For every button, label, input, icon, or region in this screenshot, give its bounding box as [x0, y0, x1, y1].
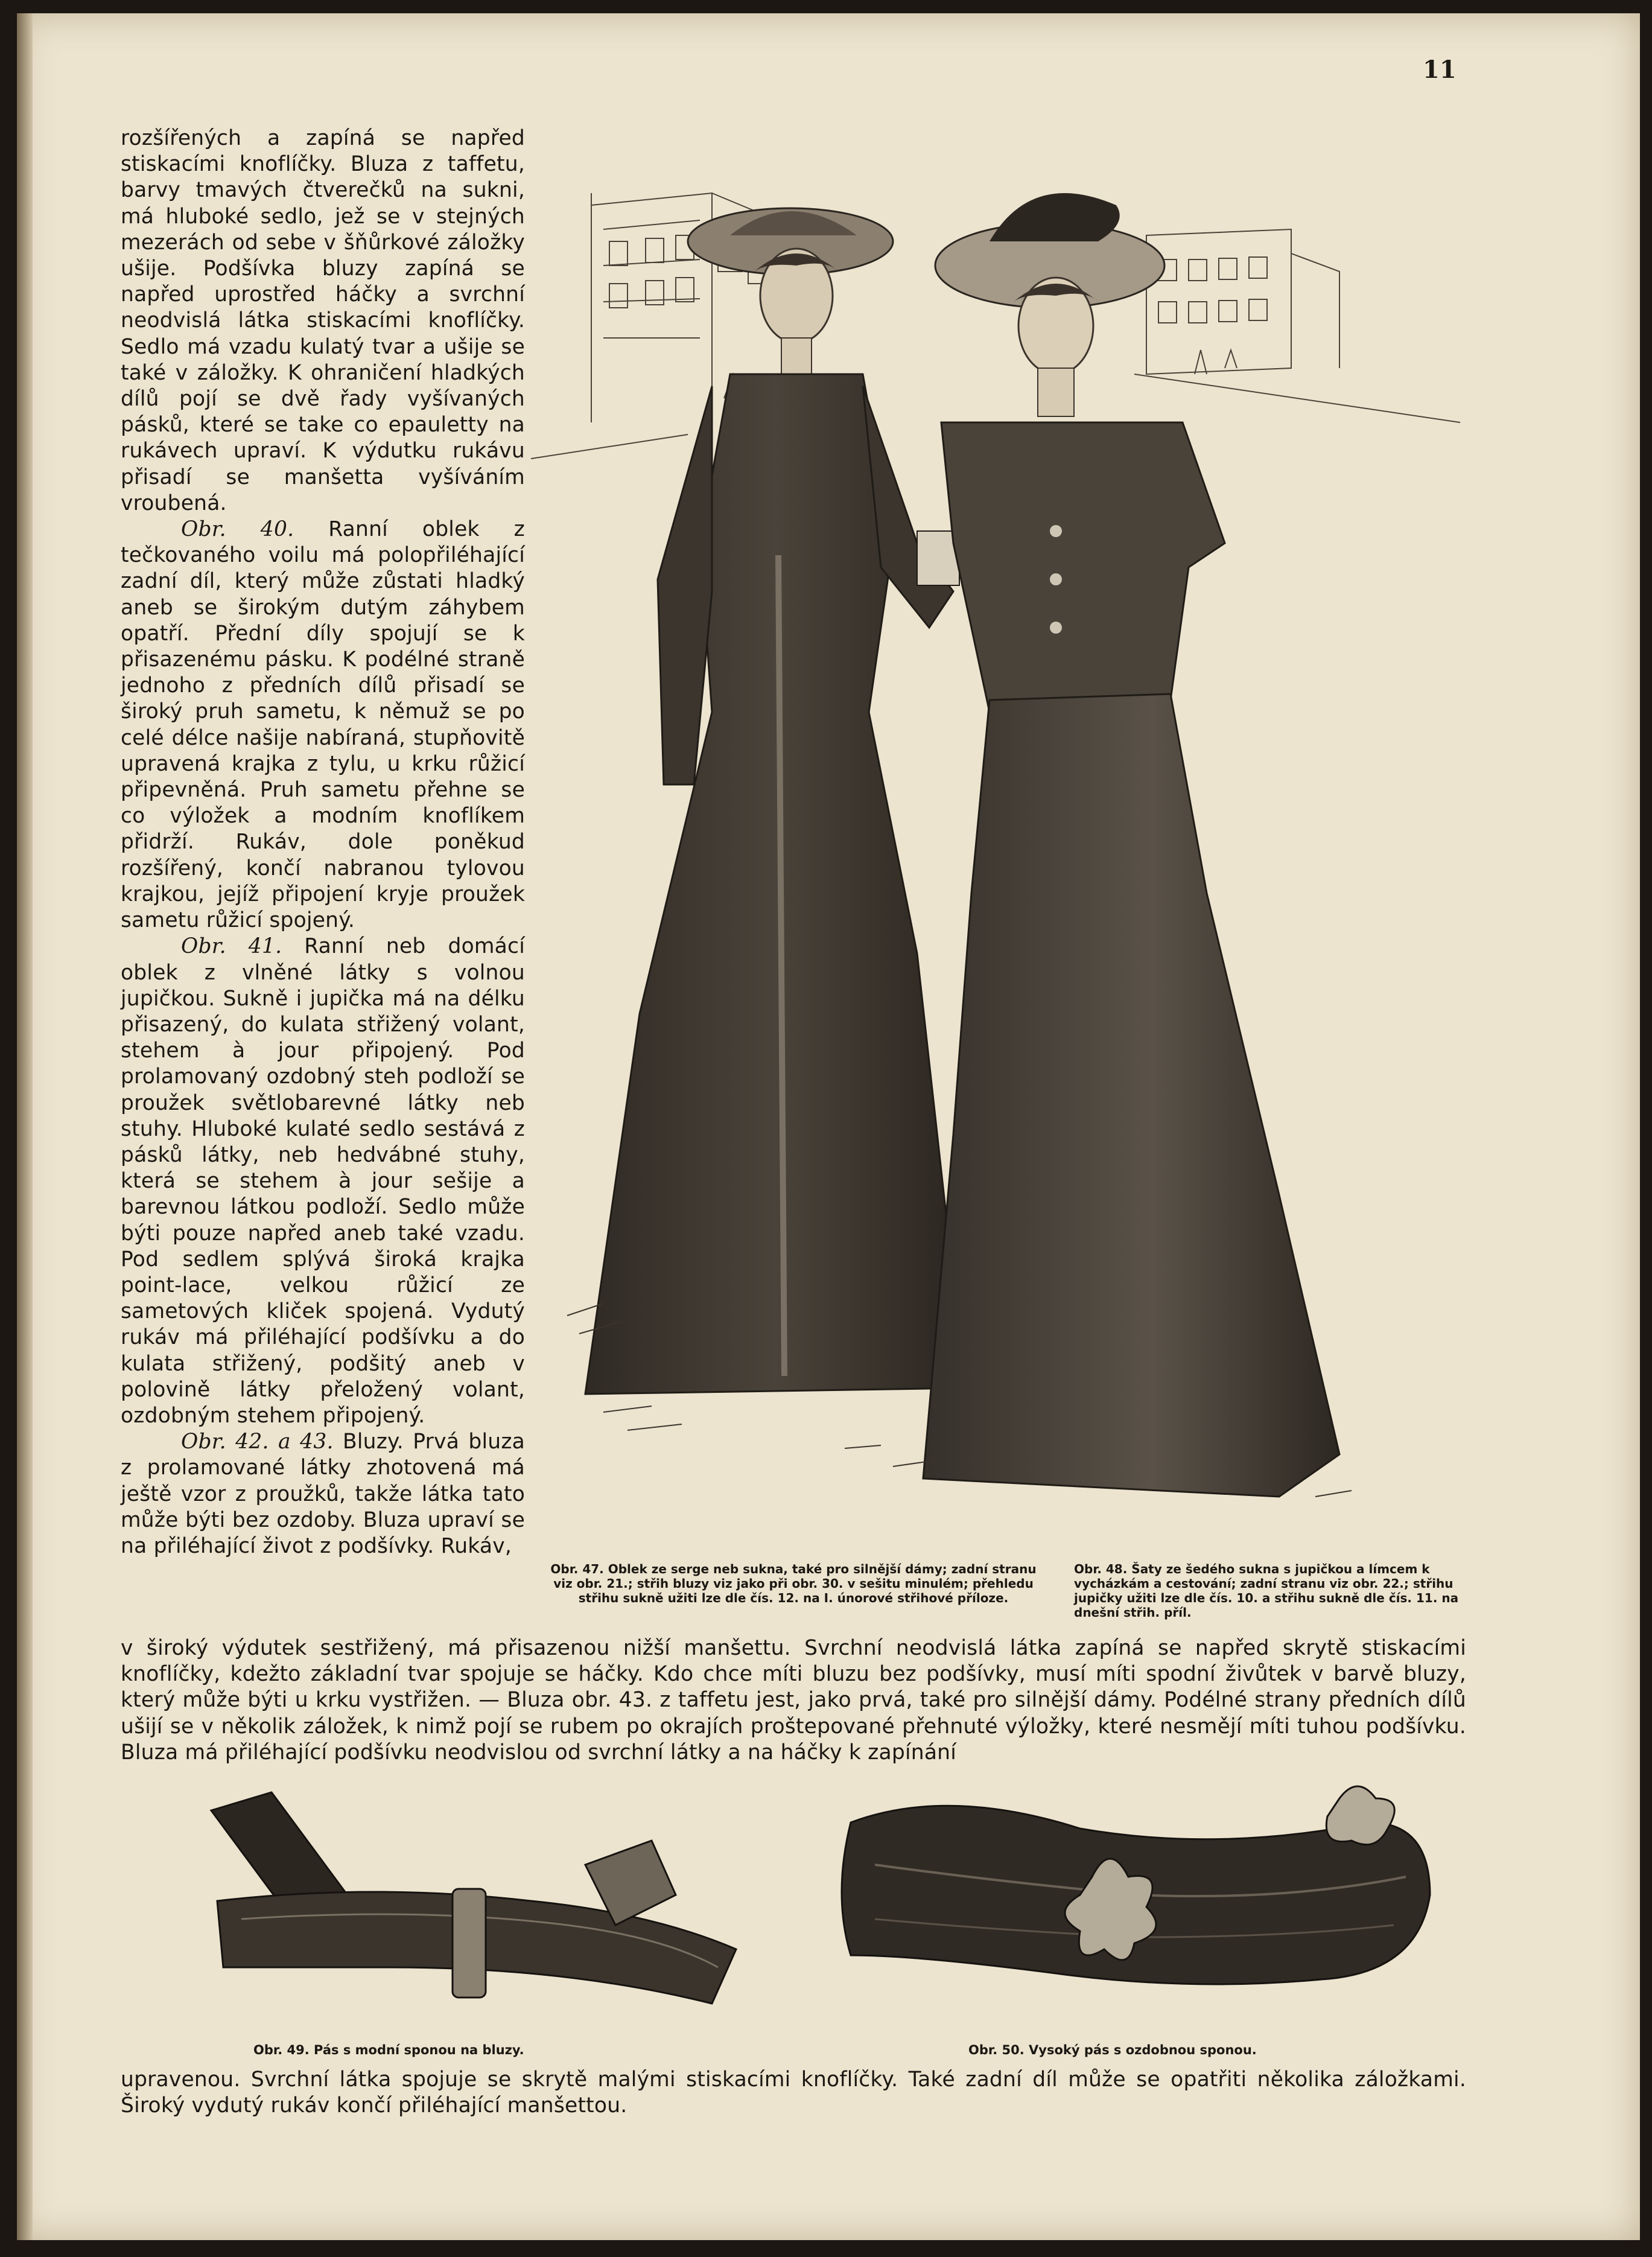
caption-obr-48: Obr. 48. Šaty ze šedého sukna s jupičkou a límcem k vycházkám a cestování; zadní stranu viz obr. 22.; střihu jupičky užiti lze dle čís. 10. a střihu sukně dle čís. 11. na dnešní střih. příl. — [1074, 1562, 1459, 1620]
figure-ref-41: Obr. 41. — [181, 934, 282, 959]
left-text-column — [121, 126, 525, 1559]
belt-illustration-obr-49 — [193, 1786, 772, 2016]
paragraph-obr-41 — [121, 934, 525, 1429]
paragraph-obr-42 — [121, 1429, 525, 1559]
full-width-paragraph: v široký výdutek sestřižený, má přisazenou nižší manšettu. Svrchní neodvislá látka zapíná se napřed skrytě stiskacími knoflíčky, kdežto základní tvar spojuje se háčky. Kdo chce míti bluzu bez podšívky, musí míti spodní živůtek v barvě bluzy, který může býti u krku vystřižen. — Bluza obr. 43. z taffetu jest, jako prvá, také pro silnější dámy. Podélné strany předních dílů ušijí se v několik záložek, k nimž pojí se rubem po okrajích proštepované přehnuté výložky, které nesmějí míti tuhou podšívku. Bluza má přiléhající podšívku neodvislou od svrchní látky a na háčky k zapínání — [121, 1636, 1466, 1765]
belt-buckle — [453, 1889, 486, 1998]
obr-41-text: Ranní neb domácí oblek z vlněné látky s volnou jupičkou. Sukně i jupička má na délku přisazený, do kulata střižený volant, stehem à jour připojený. Pod prolamovaný ozdobný steh podloží se proužek světlobarevné látky neb stuhy. Hluboké kulaté sedlo sestává z pásků látky, neb hedvábné stuhy, která se stehem à jour sešije a barevnou látkou podloží. Sedlo může býti pouze napřed aneb také vzadu. Pod sedlem splývá široká krajka point-lace, velkou růžicí ze sametových kliček spojená. Vydutý rukáv má přiléhající podšívku a do kulata střižený, podšitý aneb v polovině látky přeložený volant, ozdobným stehem připojený. — [121, 934, 525, 1428]
caption-obr-50: Obr. 50. Vysoký pás s ozdobnou sponou. — [968, 2043, 1257, 2057]
left-woman-figure — [585, 208, 965, 1394]
paragraph-continuation: rozšířených a zapíná se napřed stiskacími knoflíčky. Bluza z taffetu, barvy tmavých čtverečků na sukni, má hluboké sedlo, jež se v stejných mezerách od sebe v šňůrkové záložky ušije. Podšívka bluzy zapíná se napřed uprostřed háčky a svrchní neodvislá látka stiskacími knoflíčky. Sedlo má vzadu kulatý tvar a ušije se také v záložky. K ohraničení hladkých dílů pojí se dvě řady vyšívaných pásků, které se take co epauletty na rukávech upraví. K výdutku rukávu přisadí se manšetta vyšíváním vroubená. — [121, 126, 525, 515]
page-number: 11 — [1423, 56, 1457, 84]
figure-ref-40: Obr. 40. — [181, 517, 294, 542]
caption-obr-47: Obr. 47. Oblek ze serge neb sukna, také pro silnější dámy; zadní stranu viz obr. 21.; střih bluzy viz jako při obr. 30. v sešitu minulém; přehledu střihu sukně užiti lze dle čís. 12. na I. únorové střihové příloze. — [550, 1562, 1037, 1605]
paragraph-obr-40 — [121, 517, 525, 934]
obr-42-text: Bluzy. Prvá bluza z prolamované látky zhotovená má ještě vzor z proužků, takže látka tato může býti bez ozdoby. Bluza upraví se na přiléhající život z podšívky. Rukáv, — [121, 1430, 525, 1558]
obr-40-text: Ranní oblek z tečkovaného voilu má polopřiléhající zadní díl, který může zůstati hladký aneb se širokým dutým záhybem opatří. Přední díly spojují se k přisazenému pásku. K podélné straně jednoho z předních dílů přisadí se široký pruh sametu, k němuž se po celé délce našije nabíraná, stupňovitě upravená krajka z tylu, u krku růžicí připevněná. Pruh sametu přehne se co výložek a modním knoflíkem přidrží. Rukáv, dole poněkud rozšířený, končí nabranou tylovou krajkou, jejíž připojení kryje proužek sametu růžicí spojený. — [121, 517, 525, 933]
right-woman-figure — [923, 193, 1339, 1497]
page-spine-shadow — [17, 13, 33, 2240]
fashion-illustration-two-women — [531, 169, 1484, 1515]
belt-illustration-obr-50 — [827, 1774, 1442, 2028]
figure-ref-42-43: Obr. 42. a 43. — [181, 1430, 334, 1454]
caption-obr-49: Obr. 49. Pás s modní sponou na bluzy. — [253, 2043, 524, 2057]
bottom-paragraph: upravenou. Svrchní látka spojuje se skrytě malými stiskacími knoflíčky. Také zadní díl může se opatřiti několika záložkami. Široký vydutý rukáv končí přiléhající manšettou. — [121, 2068, 1466, 2118]
